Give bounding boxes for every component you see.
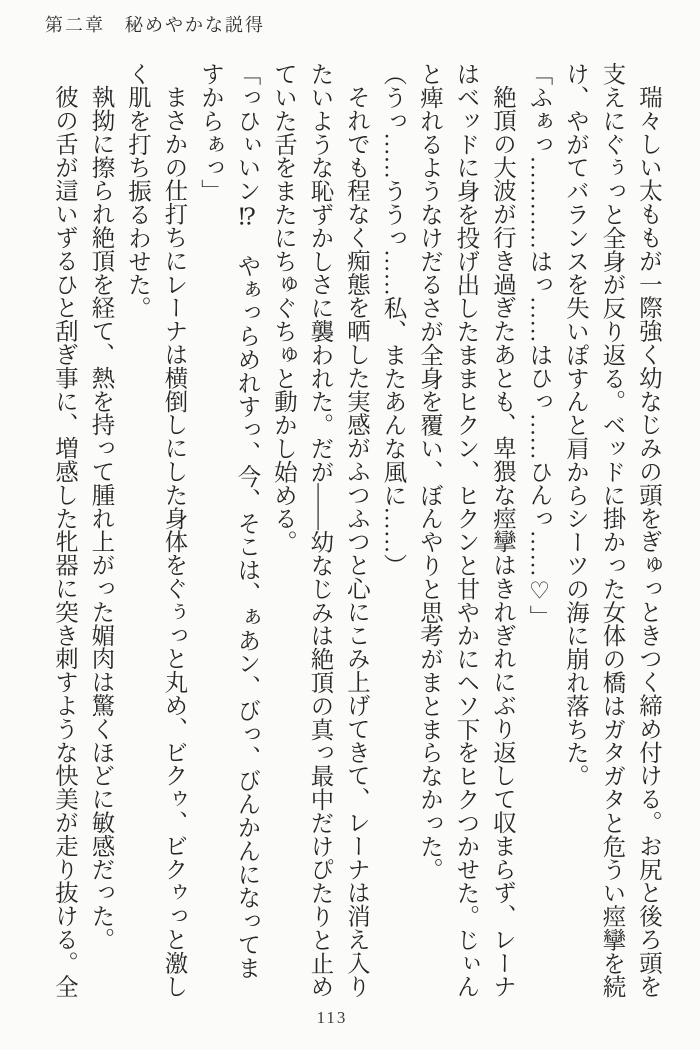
main-text-block — [42, 62, 666, 1000]
paragraph: それでも程なく痴態を晒した実感がふつふつと心にこみ上げてきて、レーナは消え入りたいような恥ずかしさに襲われた。だが――幼なじみは絶頂の真っ最中だけぴたりと止めていた舌をまたにちゅぐちゅと動かし始める。 — [270, 62, 369, 998]
paragraph: 瑞々しい太ももが一際強く幼なじみの頭をぎゅっときつく締め付ける。お尻と後ろ頭を支えにぐぅっと全身が反り返る。ベッドに掛かった女体の橋はガタガタと危うい痙攣を続け、やがてバランスを失いぽすんと肩からシーツの海に崩れ落ちた。 — [562, 62, 661, 998]
paragraph: 執拗に擦られ絶頂を経て、熱を持って腫れ上がった媚肉は驚くほどに敏感だった。 — [87, 85, 114, 952]
dialogue-line: 「っひぃいン⁉ やぁっらめれすっ、今、そこは、ぁあン、びっ、びんかんになってますからぁっ」 — [197, 62, 260, 980]
paragraph: まさかの仕打ちにレーナは横倒しにした身体をぐぅっと丸め、ビクゥ、ビクゥっと激しく肌を打ち振るわせた。 — [124, 62, 187, 998]
dialogue-line: 「ふぁっ…………はっ……はひっ……ひんっ……♡」 — [525, 62, 552, 629]
page-number: 113 — [316, 1008, 348, 1027]
paragraph: 絶頂の大波が行き過ぎたあとも、卑猥な痙攣はきれぎれにぶり返して収まらず、レーナはベッドに身を投げ出したままヒクン、ヒクンと甘やかにヘソ下をヒクつかせた。じぃんと痺れるようなけだるさが全身を覆い、ぼんやりと思考がまとまらなかった。 — [416, 62, 515, 998]
chapter-header: 第二章 秘めやかな説得 — [45, 15, 265, 35]
thought-line: （うっ……ううっ……私、またあんな風に……） — [379, 62, 406, 577]
paragraph: 彼の舌が這いずるひと刮ぎ事に、増感した牝器に突き刺すような快美が走り抜ける。全 — [51, 85, 77, 998]
